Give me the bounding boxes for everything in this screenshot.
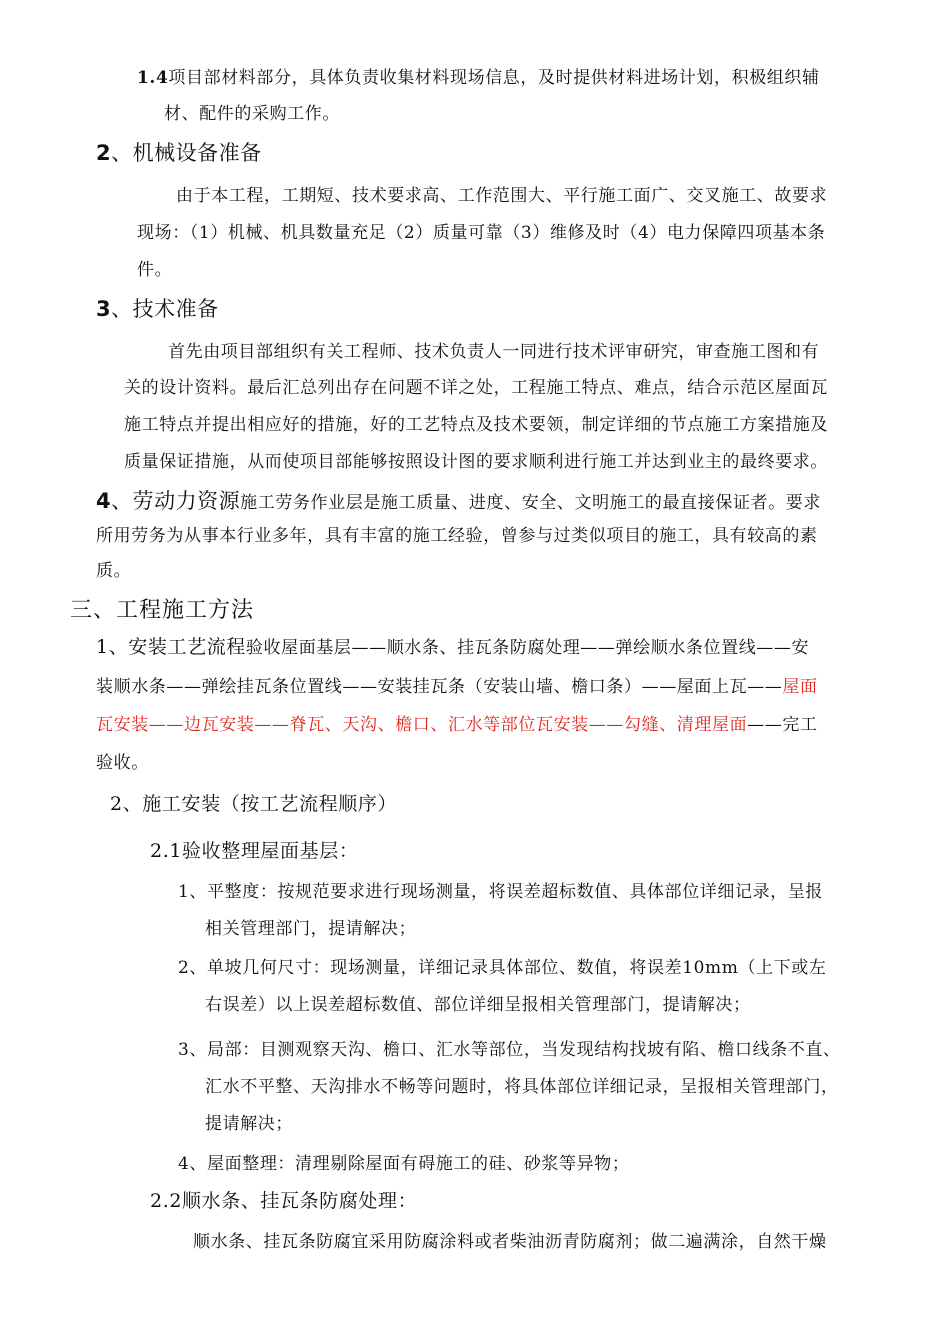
section-2-line-1: 由于本工程，工期短、技术要求高、工作范围大、平行施工面广、交叉施工、故要求 [176,186,828,206]
section-4-number: 4 [96,489,112,513]
para-1-4-line-1 [137,63,820,88]
process-line-4: 验收。 [96,753,149,773]
section-4-text: 施工劳务作业层是施工质量、进度、安全、文明施工的最直接保证者。要求 [240,493,821,513]
section-3-heading [96,293,219,323]
process-line-3 [96,710,818,735]
section-3-title: 、技术准备 [111,297,219,321]
section-2-line-3: 件。 [137,260,173,280]
section-3-line-2: 关的设计资料。最后汇总列出存在问题不详之处，工程施工特点、难点，结合示范区屋面瓦 [124,378,828,398]
section-3-number: 3 [96,297,112,321]
section-3-line-3: 施工特点并提出相应好的措施，好的工艺特点及技术要领，制定详细的节点施工方案措施及 [124,415,828,435]
chapter-3-heading: 三、工程施工方法 [70,598,255,623]
s2-1-heading: 2.1验收整理屋面基层： [150,840,359,862]
s2-1-item-2-line-2: 右误差）以上误差超标数值、部位详细呈报相关管理部门，提请解决； [205,995,751,1015]
s2-1-item-3-line-1: 3、局部：目测观察天沟、檐口、汇水等部位，当发现结构找坡有陷、檐口线条不直、 [178,1040,841,1060]
section-2-line-2: 现场：（1）机械、机具数量充足（2）质量可靠（3）维修及时（4）电力保障四项基本条 [137,223,826,243]
para-1-4-line-2: 材、配件的采购工作。 [164,104,340,124]
section-3-line-4: 质量保证措施，从而使项目部能够按照设计图的要求顺利进行施工并达到业主的最终要求。 [124,452,828,472]
s2-1-item-4-line-1: 4、屋面整理：清理剔除屋面有碍施工的硅、砂浆等异物； [178,1154,630,1174]
s2-1-item-2-line-1: 2、单坡几何尺寸：现场测量，详细记录具体部位、数值，将误差10mm（上下或左 [178,958,827,978]
process-line-1 [96,632,809,659]
process-line-3-red: 瓦安装——边瓦安装——脊瓦、天沟、檐口、汇水等部位瓦安装——勾缝、清理屋面 [96,715,748,735]
section-2-title: 、机械设备准备 [111,141,262,165]
section-4-line-1 [96,485,821,515]
process-text: 验收屋面基层——顺水条、挂瓦条防腐处理——弹绘顺水条位置线——安 [245,638,810,658]
para-1-4-number: 1.4 [137,68,169,88]
s2-2-line-1: 顺水条、挂瓦条防腐宜采用防腐涂料或者柴油沥青防腐剂；做二遍满涂，自然干燥 [193,1232,827,1252]
section-3-line-1: 首先由项目部组织有关工程师、技术负责人一同进行技术评审研究，审查施工图和有 [168,342,820,362]
section-4-line-3: 质。 [96,561,132,581]
s2-2-heading: 2.2顺水条、挂瓦条防腐处理： [150,1190,418,1212]
process-line-3-black: ——完工 [747,715,818,735]
process-line-2 [96,672,818,697]
install-heading: 2、施工安装（按工艺流程顺序） [110,793,398,815]
process-line-2-red: 屋面 [782,677,818,697]
section-4-heading [96,489,240,513]
s2-1-item-1-line-2: 相关管理部门，提请解决； [205,919,417,939]
process-heading: 1、安装工艺流程 [96,636,246,658]
section-2-number: 2 [96,141,112,165]
section-4-title: 、劳动力资源 [111,489,241,513]
s2-1-item-3-line-3: 提请解决； [205,1114,293,1134]
para-1-4-text: 项目部材料部分，具体负责收集材料现场信息，及时提供材料进场计划，积极组织辅 [168,68,820,88]
process-line-2-black: 装顺水条——弹绘挂瓦条位置线——安装挂瓦条（安装山墙、檐口条）——屋面上瓦—— [96,677,783,697]
section-4-line-2: 所用劳务为从事本行业多年，具有丰富的施工经验，曾参与过类似项目的施工，具有较高的素 [96,526,818,546]
s2-1-item-3-line-2: 汇水不平整、天沟排水不畅等问题时，将具体部位详细记录，呈报相关管理部门， [205,1077,839,1097]
section-2-heading [96,137,262,167]
s2-1-item-1-line-1: 1、平整度：按规范要求进行现场测量，将误差超标数值、具体部位详细记录，呈报 [178,882,824,902]
